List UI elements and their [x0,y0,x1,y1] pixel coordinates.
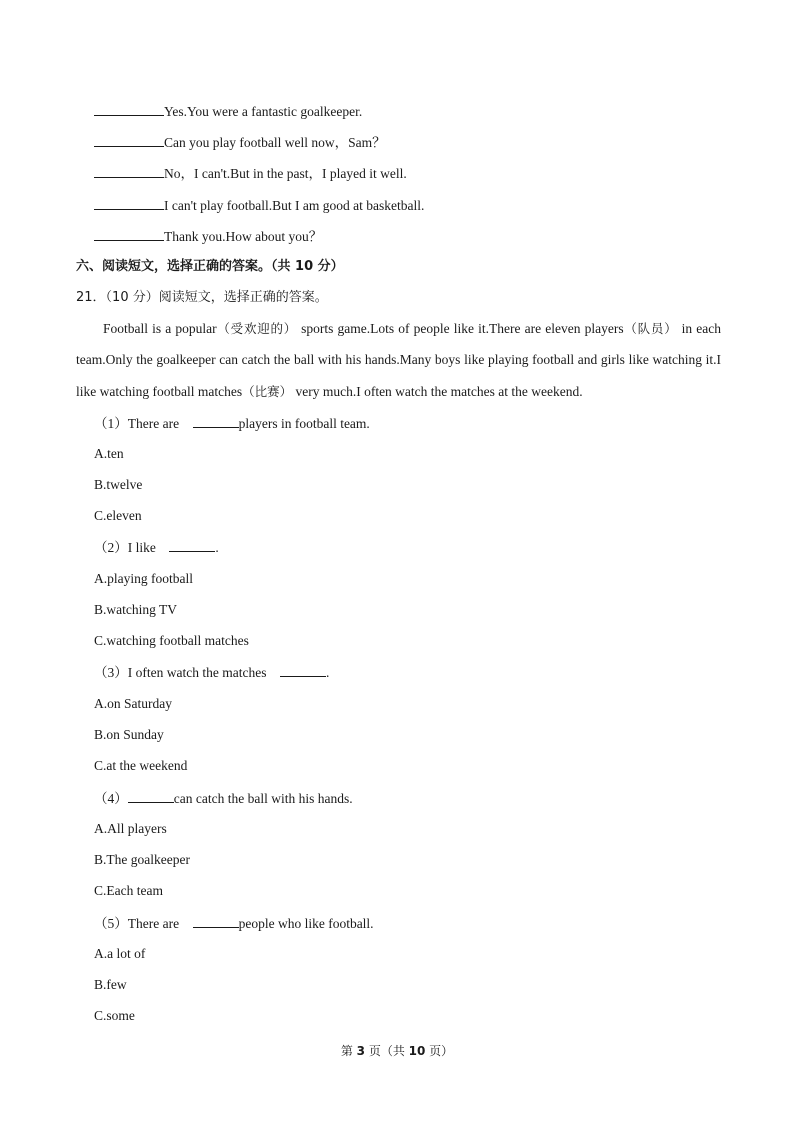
option[interactable]: B.on Sunday [94,727,164,742]
option[interactable]: A.a lot of [94,946,146,961]
section-heading: 六、阅读短文，选择正确的答案。（共 10 分） [76,259,344,274]
dialogue-line-4: I can't play football.But I am good at basketball. [94,196,424,215]
option[interactable]: B.few [94,977,127,992]
question-header: 21．（10 分）阅读短文，选择正确的答案。 [76,290,328,305]
answer-blank[interactable] [94,227,164,241]
dialogue-line-1: Yes.You were a fantastic goalkeeper. [94,102,362,121]
answer-blank[interactable] [128,789,174,803]
option[interactable]: C.some [94,1008,135,1023]
answer-blank[interactable] [193,914,239,928]
option[interactable]: B.watching TV [94,602,177,617]
option[interactable]: A.ten [94,446,124,461]
question-item-5: （5）There are people who like football. [94,916,374,931]
option[interactable]: C.watching football matches [94,633,249,648]
page-number: 3 [356,1044,365,1058]
option[interactable]: C.Each team [94,883,163,898]
question-item-4: （4） can catch the ball with his hands. [94,791,353,806]
option[interactable]: B.The goalkeeper [94,852,190,867]
question-item-2: （2）I like . [94,540,219,555]
option[interactable]: C.eleven [94,508,142,523]
answer-blank[interactable] [94,196,164,210]
option[interactable]: A.playing football [94,571,193,586]
option[interactable]: C.at the weekend [94,758,188,773]
dialogue-line-5: Thank you.How about you？ [94,227,322,246]
dialogue-line-2: Can you play football well now，Sam？ [94,133,386,152]
answer-blank[interactable] [193,414,239,428]
option[interactable]: B.twelve [94,477,143,492]
answer-blank[interactable] [169,538,215,552]
reading-passage: Football is a popular（受欢迎的） sports game.Lots of people like it.There are eleven players（队员） in each team.Only the goalkeeper can catch the ball with his hands.Many boys like playing football and girls like watching it.I like watching football matches（比赛） very much.I often watch the matches at the weekend. [76,321,721,399]
question-item-1: （1）There are players in football team. [94,416,370,431]
answer-blank[interactable] [94,102,164,116]
answer-blank[interactable] [280,663,326,677]
dialogue-line-3: No，I can't.But in the past，I played it well. [94,164,407,183]
question-item-3: （3）I often watch the matches . [94,665,330,680]
answer-blank[interactable] [94,133,164,147]
page-footer: 第 3 页（共 10 页） [340,1044,454,1058]
page-total: 10 [408,1044,426,1058]
answer-blank[interactable] [94,164,164,178]
option[interactable]: A.All players [94,821,167,836]
option[interactable]: A.on Saturday [94,696,172,711]
